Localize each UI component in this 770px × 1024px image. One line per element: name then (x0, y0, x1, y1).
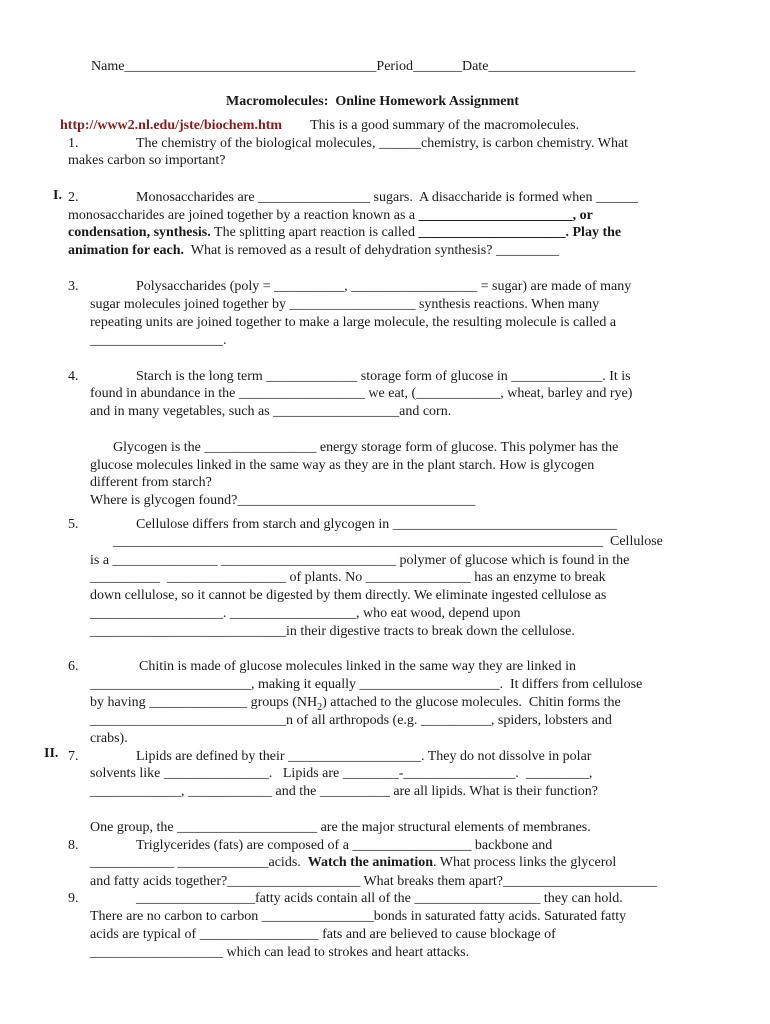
q4-number: 4. (68, 369, 79, 384)
q2-line2-text: monosaccharides are joined together by a reaction known as a (68, 208, 419, 223)
q2-line2 (68, 207, 593, 224)
q5-line5: down cellulose, so it cannot be digested by them directly. We eliminate ingested cellulose as (90, 588, 607, 603)
q8-line2-rest: . What process links the glycerol (433, 855, 617, 870)
q2-number: 2. (68, 190, 79, 205)
q6-line5: crabs). (90, 731, 128, 746)
q3-line4: ___________________. (90, 333, 227, 348)
q3-line2: sugar molecules joined together by __________________ synthesis reactions. When many (90, 297, 600, 312)
q8-animation-link[interactable]: Watch the animation (307, 855, 433, 870)
page-title: Macromolecules: Online Homework Assignment (226, 94, 519, 109)
q2-line3-text: The splitting apart reaction is called (210, 225, 419, 240)
name-period-date-line: Name____________________________________Period_______Date_____________________ (91, 59, 636, 74)
q5-line4: __________ _________________ of plants. No _______________ has an enzyme to break (90, 570, 606, 585)
source-link[interactable]: http://www2.nl.edu/jste/biochem.htm (60, 118, 283, 133)
q8-line1: Triglycerides (fats) are composed of a _________________ backbone and (136, 838, 553, 853)
q5-line7: ____________________________in their digestive tracts to break down the cellulose. (90, 624, 575, 639)
q6-line2: _______________________, making it equally ____________________. It differs from cellulose (90, 677, 643, 692)
q7-line4: One group, the ____________________ are the major structural elements of membranes. (90, 820, 591, 835)
q8-number: 8. (68, 838, 79, 853)
q2-line4 (68, 242, 559, 259)
q6-line3-text: by having ______________ groups (NH (90, 695, 318, 710)
q5-line6: ___________________. __________________, who eat wood, depend upon (90, 606, 521, 621)
q6-line4: ____________________________n of all arthropods (e.g. __________, spiders, lobsters and (90, 713, 612, 728)
q8-line2 (90, 854, 616, 871)
q2-line3 (68, 224, 621, 241)
q4-line1: Starch is the long term _____________ storage form of glucose in _____________. It is (136, 369, 631, 384)
section-two-marker: II. (44, 746, 59, 761)
q2-line3-bold: condensation, synthesis. (68, 225, 211, 240)
q5-line3: is a _______________ _________________________ polymer of glucose which is found in the (90, 553, 630, 568)
q6-line3 (90, 694, 621, 711)
q4-glycogen-line4: Where is glycogen found?__________________________________ (90, 493, 476, 508)
q6-line1: Chitin is made of glucose molecules linked in the same way they are linked in (139, 659, 577, 674)
q8-line2-text: ____________ _____________acids. (90, 855, 308, 870)
q4-glycogen-line1: Glycogen is the ________________ energy storage form of glucose. This polymer has the (113, 440, 619, 455)
q2-line4-text: What is removed as a result of dehydration synthesis? _________ (184, 243, 559, 258)
q3-number: 3. (68, 279, 79, 294)
q8-line3: and fatty acids together?___________________ What breaks them apart?______________________ (90, 874, 658, 889)
q2-line4-bold: animation for each. (68, 243, 185, 258)
q2-line2-bold: ______________________, or (418, 208, 593, 223)
section-one-marker: I. (53, 188, 62, 203)
q5-line2: ______________________________________________________________________ Cellulose (113, 534, 663, 549)
url-note: This is a good summary of the macromolecules. (310, 118, 580, 133)
q9-line3: acids are typical of _________________ fats and are believed to cause blockage of (90, 927, 556, 942)
q1-number: 1. (68, 136, 79, 151)
q1-line1: The chemistry of the biological molecules, ______chemistry, is carbon chemistry. What (136, 136, 629, 151)
q7-line1: Lipids are defined by their ___________________. They do not dissolve in polar (136, 749, 592, 764)
q4-line3: and in many vegetables, such as __________________and corn. (90, 404, 452, 419)
q9-line4: ___________________ which can lead to strokes and heart attacks. (90, 945, 470, 960)
q7-line2: solvents like _______________. Lipids are ________-________________. _________, (90, 766, 593, 781)
q1-line2: makes carbon so important? (68, 153, 226, 168)
q6-line3-rest: ) attached to the glucose molecules. Chitin forms the (322, 695, 621, 710)
q5-line1: Cellulose differs from starch and glycogen in ________________________________ (136, 517, 617, 532)
q7-number: 7. (68, 749, 79, 764)
q6-subscript: 2 (317, 701, 323, 713)
q6-number: 6. (68, 659, 79, 674)
q4-glycogen-line2: glucose molecules linked in the same way as they are in the plant starch. How is glycogen (90, 458, 595, 473)
q4-glycogen-line3: different from starch? (90, 475, 212, 490)
q2-line3-bold2: _____________________. Play the (418, 225, 622, 240)
q2-line1: Monosaccharides are ________________ sugars. A disaccharide is formed when ______ (136, 190, 638, 205)
q9-line2: There are no carbon to carbon ________________bonds in saturated fatty acids. Saturated fatty (90, 909, 627, 924)
q9-number: 9. (68, 891, 79, 906)
q5-number: 5. (68, 517, 79, 532)
q4-line2: found in abundance in the __________________ we eat, (____________, wheat, barley and rye) (90, 386, 633, 401)
q9-line1: _________________fatty acids contain all of the __________________ they can hold. (136, 891, 623, 906)
q3-line1: Polysaccharides (poly = __________, __________________ = sugar) are made of many (136, 279, 632, 294)
q7-line3: _____________, ____________ and the __________ are all lipids. What is their function? (90, 784, 598, 799)
url-line (60, 117, 579, 134)
q3-line3: repeating units are joined together to make a large molecule, the resulting molecule is called a (90, 315, 617, 330)
